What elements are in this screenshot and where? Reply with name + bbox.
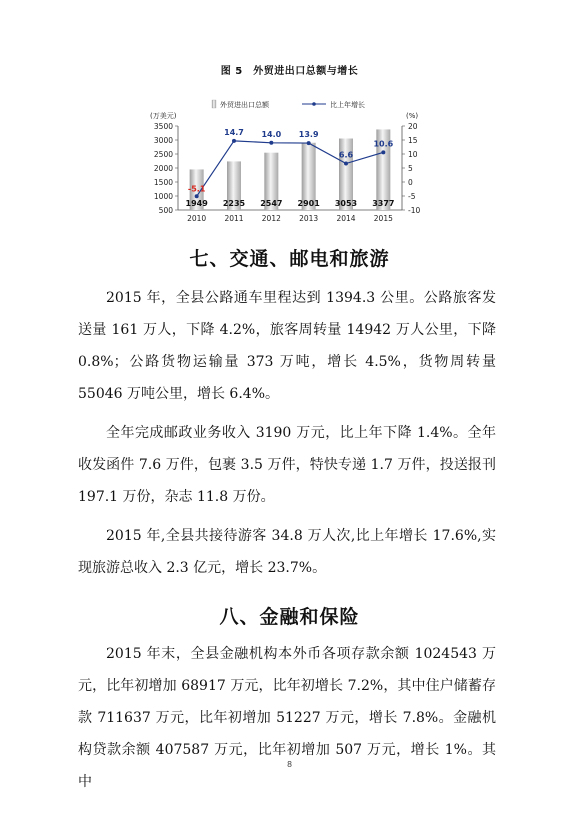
bar-value-label: 2547 bbox=[260, 199, 283, 208]
figure-title: 图 5 外贸进出口总额与增长 bbox=[220, 66, 359, 77]
x-tick-label: 2011 bbox=[224, 214, 244, 223]
right-tick-label: 20 bbox=[408, 122, 418, 131]
growth-value-label: 13.9 bbox=[298, 130, 319, 140]
bar-value-label: 3377 bbox=[372, 199, 395, 208]
growth-point bbox=[307, 141, 311, 145]
growth-value-label: 14.0 bbox=[261, 129, 282, 139]
paragraph-postal: 全年完成邮政业务收入 3190 万元，比上年下降 1.4%。全年收发函件 7.6 万件，包裹 3.5 万件，特快专递 1.7 万件，投送报刊 197.1 万份，杂志 11.8 万份。 bbox=[78, 425, 496, 505]
x-tick-label: 2015 bbox=[373, 214, 393, 223]
right-tick-label: 10 bbox=[408, 150, 418, 159]
left-tick-label: 500 bbox=[158, 206, 173, 215]
page-number: 8 bbox=[286, 760, 293, 769]
paragraph-finance: 2015 年末，全县金融机构本外币各项存款余额 1024543 万元，比年初增加 68917 万元，比年初增长 7.2%，其中住户储蓄存款 711637 万元，比年初增加 51227 万元，增长 7.8%。金融机构贷款余额 407587 万元，比年初增加 507 万元，增长 1%。其中 bbox=[78, 646, 496, 790]
paragraph-transport: 2015 年，全县公路通车里程达到 1394.3 公里。公路旅客发送量 161 万人，下降 4.2%，旅客周转量 14942 万人公里，下降 0.8%；公路货物运输量 373 万吨，增长 4.5%，货物周转量 55046 万吨公里，增长 6.4%。 bbox=[78, 290, 496, 402]
section-heading-finance: 八、金融和保险 bbox=[219, 606, 360, 628]
right-tick-label: -10 bbox=[408, 206, 421, 215]
legend-line-label: 比上年增长 bbox=[330, 101, 365, 109]
left-axis-unit: (万美元) bbox=[150, 112, 177, 120]
x-tick-label: 2012 bbox=[261, 214, 281, 223]
growth-point bbox=[344, 162, 348, 166]
left-tick-label: 3000 bbox=[153, 136, 173, 145]
bar-value-label: 2235 bbox=[222, 199, 246, 208]
growth-value-label: 14.7 bbox=[224, 127, 244, 137]
growth-value-label: -5.1 bbox=[187, 184, 206, 194]
left-tick-label: 3500 bbox=[153, 122, 173, 131]
growth-value-label: 10.6 bbox=[373, 139, 394, 149]
growth-point bbox=[195, 194, 199, 198]
x-tick-label: 2014 bbox=[336, 214, 356, 223]
paragraph-tourism: 2015 年,全县共接待游客 34.8 万人次,比上年增长 17.6%,实现旅游总收入 2.3 亿元，增长 23.7%。 bbox=[78, 528, 496, 576]
growth-line bbox=[197, 141, 384, 196]
x-tick-label: 2013 bbox=[299, 214, 319, 223]
left-tick-label: 1500 bbox=[153, 178, 173, 187]
growth-value-label: 6.6 bbox=[338, 150, 354, 160]
bar-value-label: 3053 bbox=[334, 199, 358, 208]
left-tick-label: 1000 bbox=[153, 192, 173, 201]
legend-line-marker bbox=[312, 102, 316, 106]
growth-point bbox=[269, 141, 273, 145]
right-tick-label: 5 bbox=[408, 164, 413, 173]
right-axis-unit: (%) bbox=[406, 112, 419, 120]
growth-point bbox=[232, 139, 236, 143]
left-tick-label: 2000 bbox=[153, 164, 173, 173]
left-tick-label: 2500 bbox=[153, 150, 173, 159]
trade-chart bbox=[130, 92, 450, 234]
section-heading-transport: 七、交通、邮电和旅游 bbox=[189, 248, 390, 270]
legend-bar-label: 外贸进出口总额 bbox=[220, 101, 269, 109]
growth-point bbox=[381, 150, 385, 154]
bar-value-label: 2901 bbox=[297, 199, 320, 208]
right-tick-label: 0 bbox=[408, 178, 413, 187]
bar-value-label: 1949 bbox=[185, 199, 208, 208]
legend-bar-swatch bbox=[212, 100, 216, 108]
x-tick-label: 2010 bbox=[187, 214, 207, 223]
right-tick-label: 15 bbox=[408, 136, 418, 145]
right-tick-label: -5 bbox=[408, 192, 416, 201]
